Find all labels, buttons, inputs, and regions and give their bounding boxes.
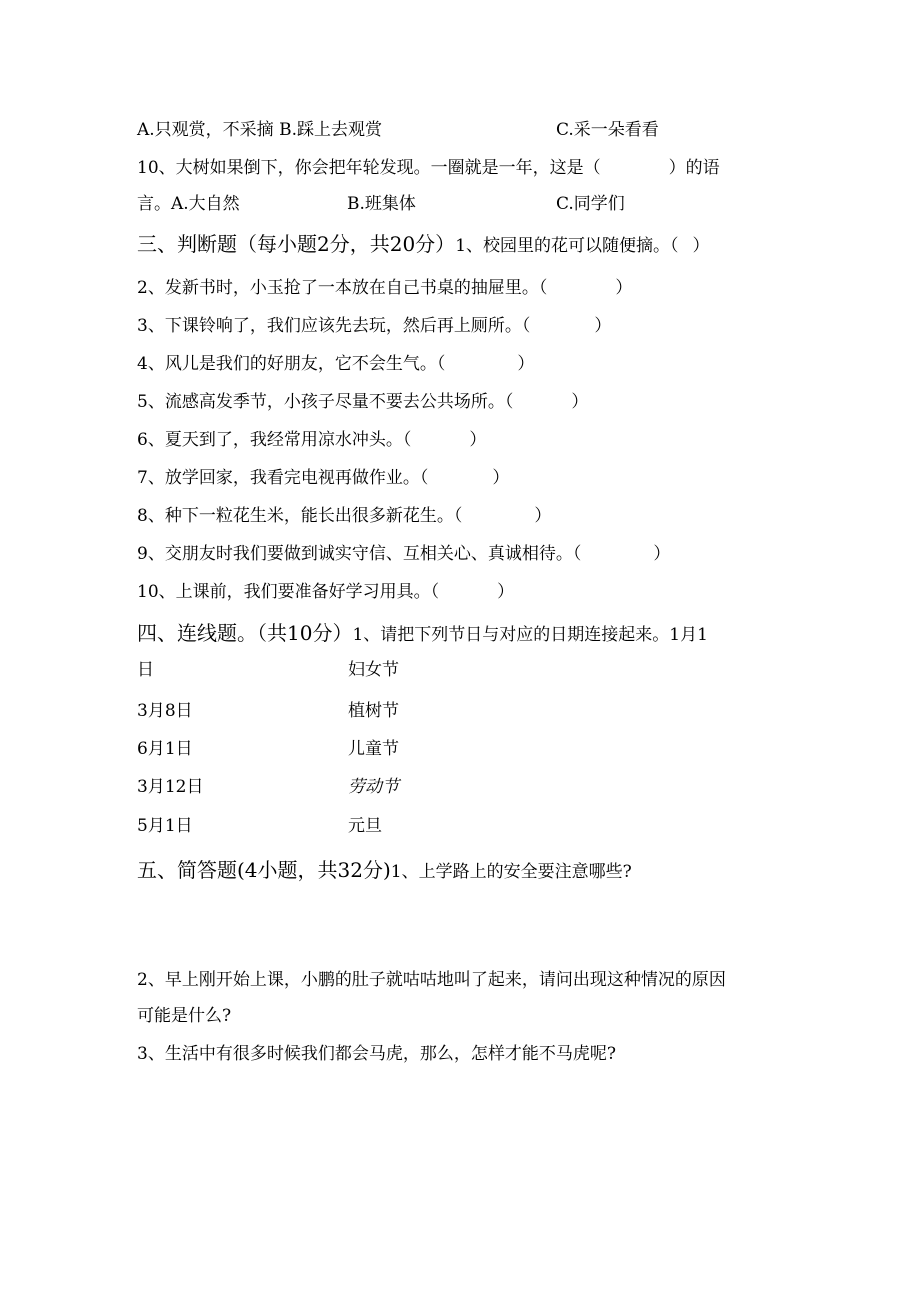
holiday-item: 儿童节 — [348, 739, 399, 759]
section4-heading-line — [137, 620, 708, 648]
section3-heading: 三、判断题（每小题2分，共20分） — [137, 232, 456, 256]
date-jan1-tail: 日 — [137, 660, 154, 680]
judge-item-7: 7、放学回家，我看完电视再做作业。（ ） — [137, 468, 510, 488]
section4-heading: 四、连线题。（共10分） — [137, 621, 353, 645]
judge-item-6: 6、夏天到了，我经常用凉水冲头。（ ） — [137, 430, 487, 450]
holiday-item: 植树节 — [348, 701, 399, 721]
judge-item-8: 8、种下一粒花生米，能长出很多新花生。（ ） — [137, 506, 552, 526]
holiday-item: 妇女节 — [348, 660, 399, 680]
judge-item-9: 9、交朋友时我们要做到诚实守信、互相关心、真诚相待。（ ） — [137, 544, 671, 564]
judge-item-3: 3、下课铃响了，我们应该先去玩，然后再上厕所。（ ） — [137, 316, 612, 336]
judge-item-10: 10、上课前，我们要准备好学习用具。（ ） — [137, 582, 515, 602]
q10-text: 10、大树如果倒下，你会把年轮发现。一圈就是一年，这是（ — [137, 158, 601, 178]
answer-question-3: 3、生活中有很多时候我们都会马虎，那么，怎样才能不马虎呢? — [137, 1044, 616, 1064]
answer-question-1: 1、上学路上的安全要注意哪些? — [390, 862, 632, 882]
q10-option-c: C.同学们 — [556, 194, 625, 214]
q10-line1 — [137, 157, 720, 179]
q10-option-a: 言。A.大自然 — [137, 194, 240, 214]
q9-option-ab: A.只观赏，不采摘 B.踩上去观赏 — [137, 120, 382, 140]
q10-option-b: B.班集体 — [347, 194, 416, 214]
section4-question: 1、请把下列节日与对应的日期连接起来。1月1 — [352, 625, 708, 645]
q9-option-c: C.采一朵看看 — [556, 120, 659, 140]
date-item: 3月12日 — [137, 777, 204, 797]
judge-item-2: 2、发新书时，小玉抢了一本放在自己书桌的抽屉里。（ ） — [137, 278, 633, 298]
holiday-item: 劳动节 — [348, 777, 399, 797]
judge-item-4: 4、风儿是我们的好朋友，它不会生气。（ ） — [137, 354, 535, 374]
answer-question-2-line1: 2、早上刚开始上课，小鹏的肚子就咕咕地叫了起来，请问出现这种情况的原因 — [137, 970, 726, 990]
section3-heading-line — [137, 231, 710, 259]
date-item: 5月1日 — [137, 816, 193, 836]
holiday-item: 元旦 — [348, 816, 382, 836]
date-item: 6月1日 — [137, 739, 193, 759]
judge-item-1: 1、校园里的花可以随便摘。（ ） — [455, 236, 710, 256]
judge-item-5: 5、流感高发季节，小孩子尽量不要去公共场所。（ ） — [137, 392, 589, 412]
date-item: 3月8日 — [137, 701, 193, 721]
answer-question-2-line2: 可能是什么? — [137, 1006, 232, 1026]
section5-heading: 五、简答题(4小题，共32分) — [137, 858, 391, 882]
q10-text-end: ）的语 — [668, 158, 720, 178]
section5-heading-line — [137, 857, 632, 885]
